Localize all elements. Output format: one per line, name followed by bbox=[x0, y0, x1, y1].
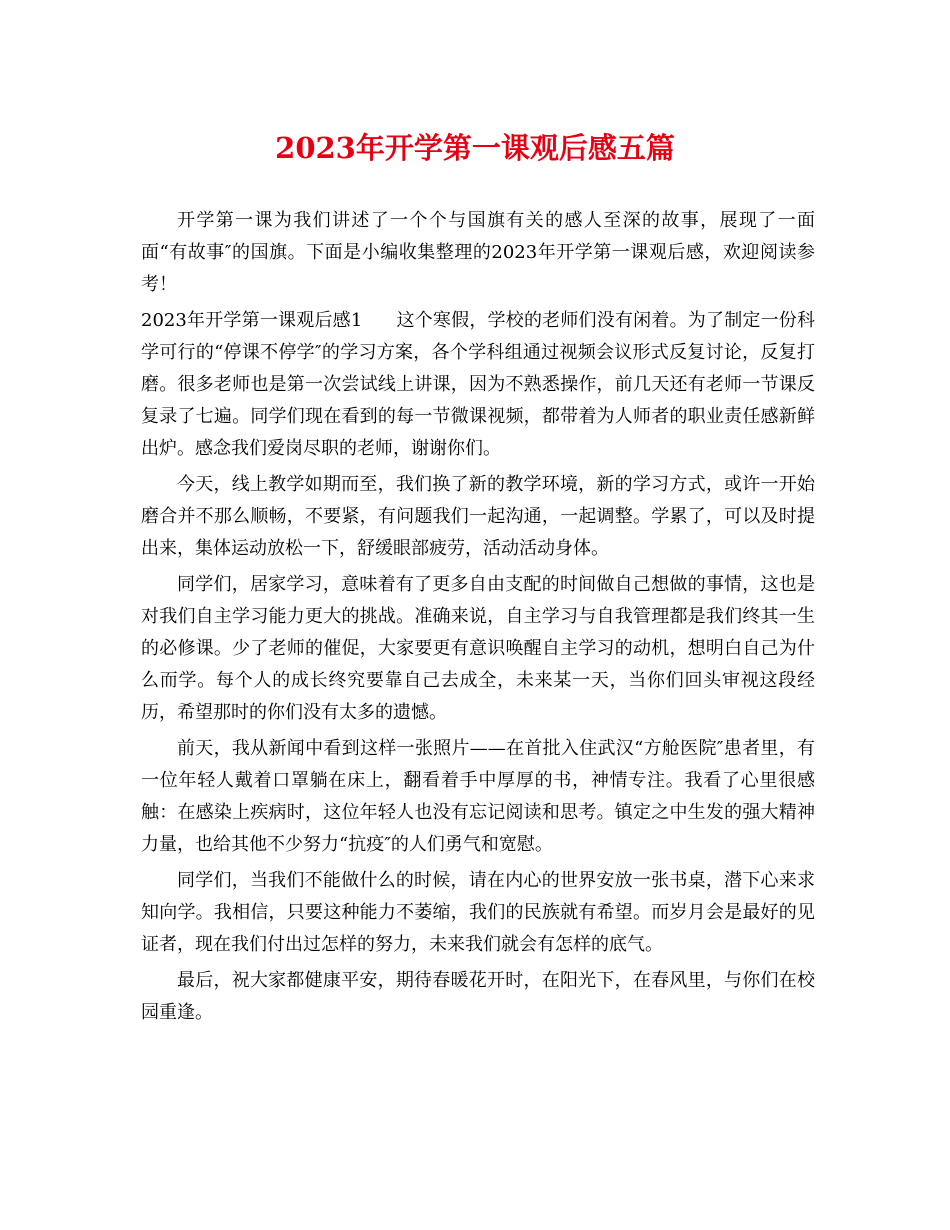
essay-1-paragraph-6: 最后，祝大家都健康平安，期待春暖花开时，在阳光下，在春风里，与你们在校园重逢。 bbox=[141, 970, 815, 1023]
essay-1-first-paragraph bbox=[141, 305, 815, 465]
document-body bbox=[141, 205, 815, 1033]
essay-1-paragraph-1: 这个寒假，学校的老师们没有闲着。为了制定一份科学可行的“停课不停学″的学习方案，各个学科组通过视频会议形式反复讨论，反复打磨。很多老师也是第一次尝试线上讲课，因为不熟悉操作，前几天还有老师一节课反复录了七遍。同学们现在看到的每一节微课视频，都带着为人师者的职业责任感新鲜出炉。感念我们爱岗尽职的老师，谢谢你们。 bbox=[141, 310, 816, 459]
essay-1-paragraph-3: 同学们，居家学习，意味着有了更多自由支配的时间做自己想做的事情，这也是对我们自主学习能力更大的挑战。准确来说，自主学习与自我管理都是我们终其一生的必修课。少了老师的催促，大家要更有意识唤醒自主学习的动机，想明白自己为什么而学。每个人的成长终究要靠自己去成全，未来某一天，当你们回头审视这段经历，希望那时的你们没有太多的遗憾。 bbox=[141, 574, 815, 723]
intro-paragraph: 开学第一课为我们讲述了一个个与国旗有关的感人至深的故事，展现了一面面“有故事″的国旗。下面是小编收集整理的2023年开学第一课观后感，欢迎阅读参考！ bbox=[141, 210, 815, 295]
essay-1-heading: 2023年开学第一课观后感1 bbox=[141, 310, 363, 331]
essay-1-paragraph-4: 前天，我从新闻中看到这样一张照片——在首批入住武汉“方舱医院″患者里，有一位年轻人戴着口罩躺在床上，翻看着手中厚厚的书，神情专注。我看了心里很感触：在感染上疾病时，这位年轻人也没有忘记阅读和思考。镇定之中生发的强大精神力量，也给其他不少努力“抗疫″的人们勇气和宽慰。 bbox=[141, 738, 815, 855]
essay-1-paragraph-5: 同学们，当我们不能做什么的时候，请在内心的世界安放一张书桌，潜下心来求知向学。我相信，只要这种能力不萎缩，我们的民族就有希望。而岁月会是最好的见证者，现在我们付出过怎样的努力，未来我们就会有怎样的底气。 bbox=[141, 870, 815, 955]
document-title: 2023年开学第一课观后感五篇 bbox=[275, 131, 675, 165]
essay-1-paragraph-2: 今天，线上教学如期而至，我们换了新的教学环境，新的学习方式，或许一开始磨合并不那么顺畅，不要紧，有问题我们一起沟通，一起调整。学累了，可以及时提出来，集体运动放松一下，舒缓眼部疲劳，活动活动身体。 bbox=[141, 474, 815, 559]
